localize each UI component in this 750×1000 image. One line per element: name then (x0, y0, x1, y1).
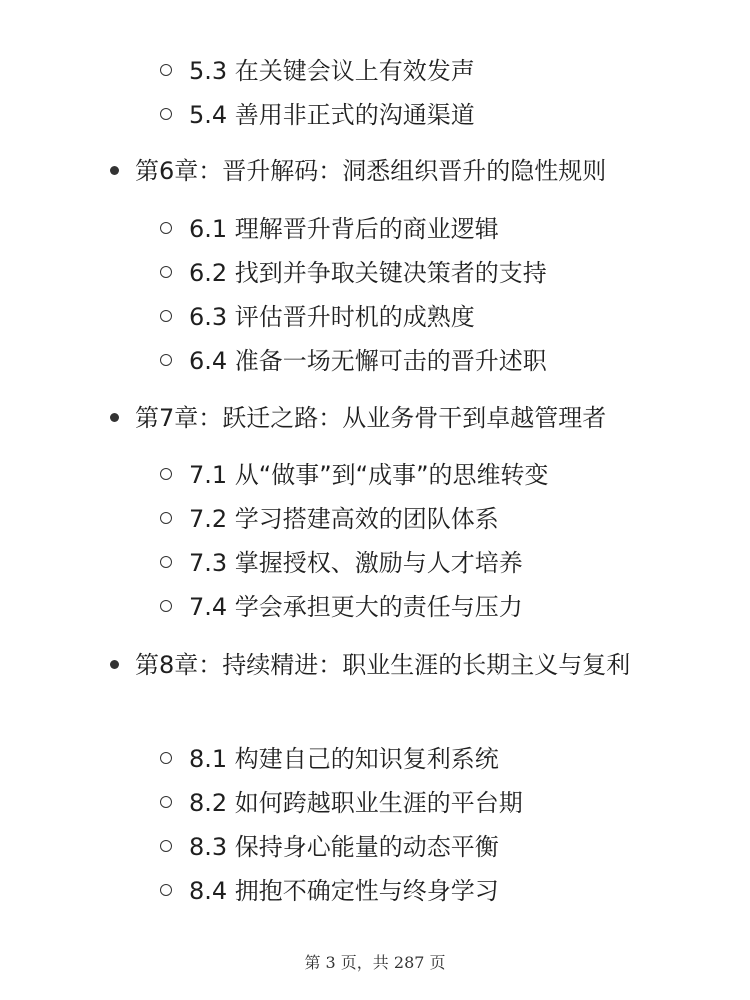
chapter-title: 第7章：跃迁之路：从业务骨干到卓越管理者 (135, 404, 607, 432)
hollow-bullet-icon (160, 600, 172, 612)
list-item-text: 7.3 掌握授权、激励与人才培养 (189, 549, 523, 577)
page-number-footer: 第 3 页，共 287 页 (304, 953, 446, 972)
list-item-text: 7.2 学习搭建高效的团队体系 (189, 505, 499, 533)
hollow-bullet-icon (160, 840, 172, 852)
list-item-text: 6.1 理解晋升背后的商业逻辑 (189, 215, 499, 243)
list-item-text: 6.4 准备一场无懈可击的晋升述职 (189, 347, 547, 375)
list-item-text: 8.4 拥抱不确定性与终身学习 (189, 877, 499, 905)
list-item-text: 7.1 从“做事”到“成事”的思维转变 (189, 461, 549, 489)
list-item-text: 8.3 保持身心能量的动态平衡 (189, 833, 499, 861)
hollow-bullet-icon (160, 884, 172, 896)
list-item-text: 8.1 构建自己的知识复利系统 (189, 745, 499, 773)
list-item-text: 8.2 如何跨越职业生涯的平台期 (189, 789, 523, 817)
list-item-text: 5.4 善用非正式的沟通渠道 (189, 101, 475, 129)
list-item-text: 6.2 找到并争取关键决策者的支持 (189, 259, 547, 287)
list-item-text: 5.3 在关键会议上有效发声 (189, 57, 475, 85)
filled-bullet-icon (110, 413, 119, 422)
list-item-text: 6.3 评估晋升时机的成熟度 (189, 303, 475, 331)
hollow-bullet-icon (160, 468, 172, 480)
hollow-bullet-icon (160, 108, 172, 120)
hollow-bullet-icon (160, 310, 172, 322)
hollow-bullet-icon (160, 512, 172, 524)
hollow-bullet-icon (160, 64, 172, 76)
chapter-title: 第6章：晋升解码：洞悉组织晋升的隐性规则 (135, 157, 607, 185)
hollow-bullet-icon (160, 266, 172, 278)
hollow-bullet-icon (160, 556, 172, 568)
list-item-text: 7.4 学会承担更大的责任与压力 (189, 593, 523, 621)
hollow-bullet-icon (160, 752, 172, 764)
hollow-bullet-icon (160, 222, 172, 234)
hollow-bullet-icon (160, 796, 172, 808)
hollow-bullet-icon (160, 354, 172, 366)
filled-bullet-icon (110, 166, 119, 175)
filled-bullet-icon (110, 660, 119, 669)
chapter-title: 第8章：持续精进：职业生涯的长期主义与复利 (135, 651, 631, 679)
